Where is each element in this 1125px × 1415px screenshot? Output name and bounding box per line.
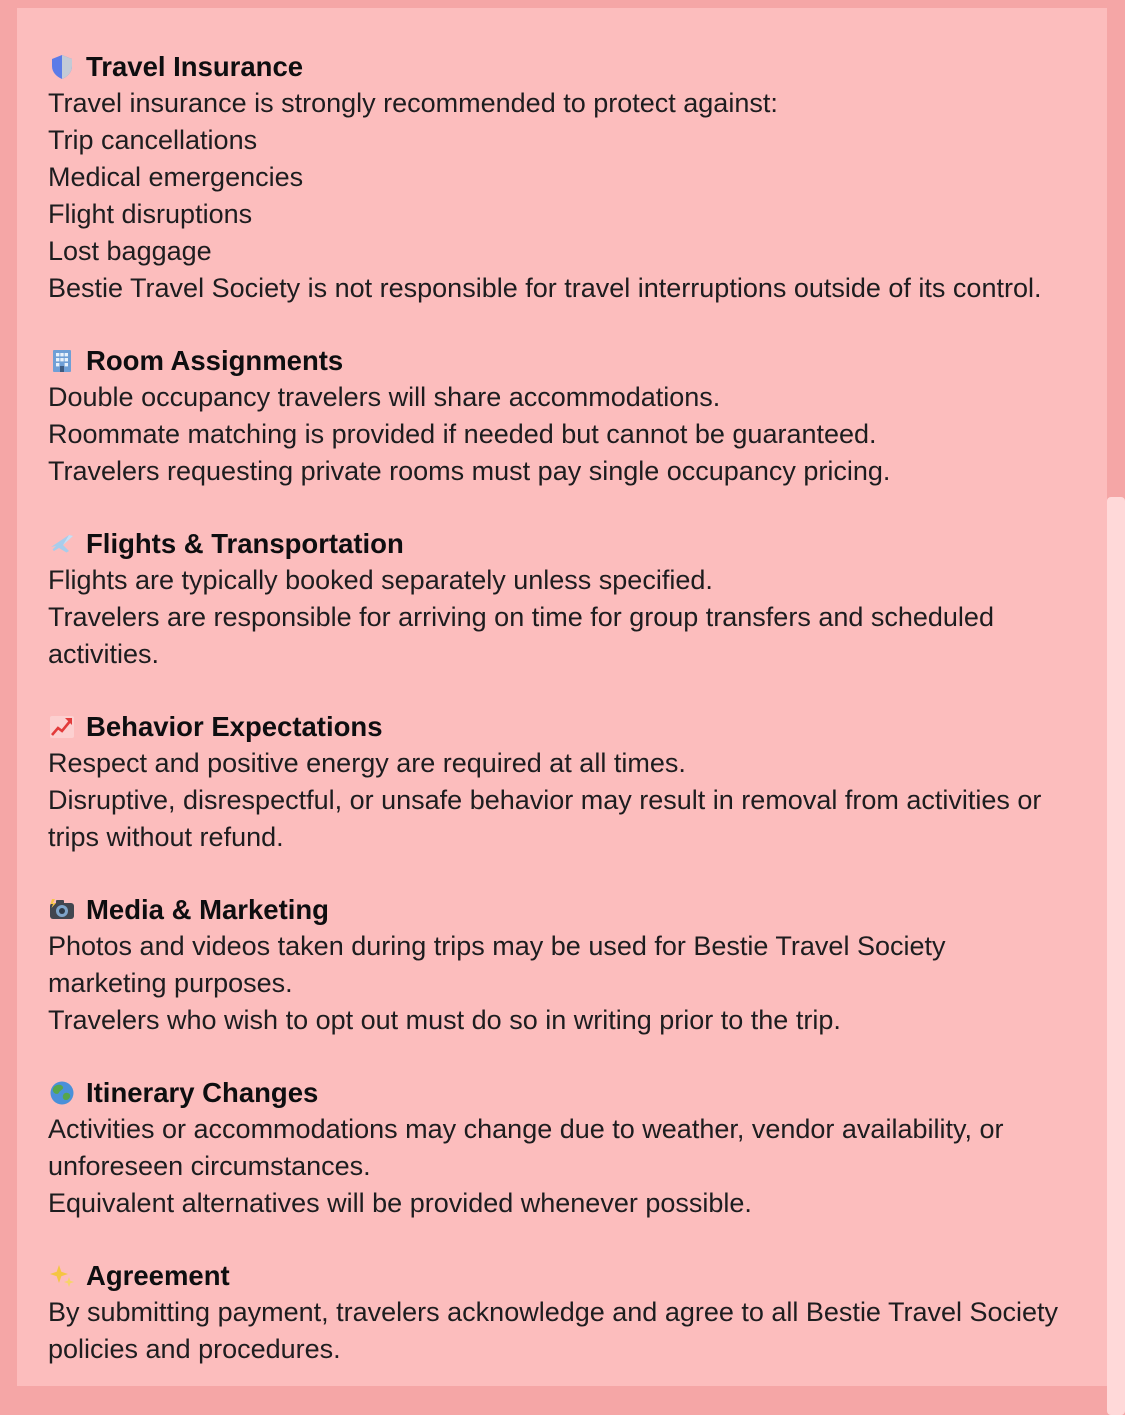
shield-icon (48, 53, 75, 80)
chart-increasing-icon (48, 713, 75, 740)
paragraph: Bestie Travel Society is not responsible for travel interruptions outside of its control. (48, 273, 1042, 303)
section-title: Behavior Expectations (86, 711, 383, 742)
section-heading (48, 1257, 1063, 1294)
paragraph: Disruptive, disrespectful, or unsafe behavior may result in removal from activities or trips without refund. (48, 785, 1042, 852)
airplane-icon (48, 530, 75, 557)
paragraph: Lost baggage (48, 236, 212, 266)
section-heading (48, 48, 1063, 85)
paragraph: Roommate matching is provided if needed but cannot be guaranteed. (48, 419, 877, 449)
paragraph: Photos and videos taken during trips may be used for Bestie Travel Society marketing purposes. (48, 931, 946, 998)
scrollbar-thumb[interactable] (1107, 497, 1125, 1415)
section-flights-transportation (48, 525, 1063, 673)
section-media-marketing (48, 891, 1063, 1039)
section-itinerary-changes (48, 1074, 1063, 1222)
document-content (17, 8, 1091, 1368)
section-title: Itinerary Changes (86, 1077, 319, 1108)
paragraph: Travelers who wish to opt out must do so in writing prior to the trip. (48, 1005, 841, 1035)
paragraph: Equivalent alternatives will be provided whenever possible. (48, 1188, 752, 1218)
section-title: Flights & Transportation (86, 528, 404, 559)
section-heading (48, 708, 1063, 745)
document-page (17, 8, 1107, 1386)
hotel-icon (48, 347, 75, 374)
paragraph: By submitting payment, travelers acknowledge and agree to all Bestie Travel Society policies and procedures. (48, 1297, 1059, 1364)
paragraph: Respect and positive energy are required at all times. (48, 748, 686, 778)
paragraph: Flights are typically booked separately unless specified. (48, 565, 713, 595)
paragraph: Medical emergencies (48, 162, 304, 192)
sparkles-icon (48, 1262, 75, 1289)
paragraph: Flight disruptions (48, 199, 253, 229)
paragraph: Travelers are responsible for arriving on time for group transfers and scheduled activities. (48, 602, 994, 669)
paragraph: Travel insurance is strongly recommended to protect against: (48, 88, 778, 118)
section-title: Agreement (86, 1260, 230, 1291)
section-heading (48, 1074, 1063, 1111)
section-heading (48, 342, 1063, 379)
section-title: Media & Marketing (86, 894, 329, 925)
section-title: Travel Insurance (86, 51, 304, 82)
section-travel-insurance (48, 48, 1063, 307)
section-agreement (48, 1257, 1063, 1368)
section-heading (48, 891, 1063, 928)
section-title: Room Assignments (86, 345, 344, 376)
section-heading (48, 525, 1063, 562)
camera-icon (48, 896, 75, 923)
globe-icon (48, 1079, 75, 1106)
section-room-assignments (48, 342, 1063, 490)
paragraph: Double occupancy travelers will share accommodations. (48, 382, 721, 412)
section-behavior-expectations (48, 708, 1063, 856)
paragraph: Activities or accommodations may change due to weather, vendor availability, or unforeseen circumstances. (48, 1114, 1004, 1181)
paragraph: Trip cancellations (48, 125, 258, 155)
paragraph: Travelers requesting private rooms must pay single occupancy pricing. (48, 456, 891, 486)
